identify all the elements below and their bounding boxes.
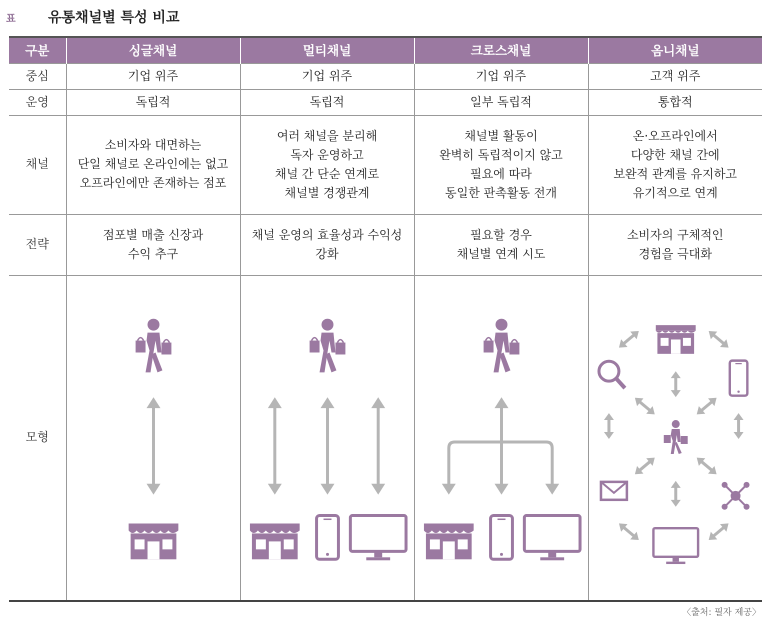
arrow-icon xyxy=(705,327,731,351)
arrow-icon xyxy=(615,327,641,351)
column-header-multi: 멀티채널 xyxy=(240,37,414,63)
arrow-icon xyxy=(670,371,680,397)
arrow-icon xyxy=(733,413,743,439)
arrow-icon xyxy=(631,454,657,478)
mail-icon xyxy=(600,482,626,500)
model-cell-cross xyxy=(414,275,588,601)
search-icon xyxy=(598,361,624,388)
table-cell: 기업 위주 xyxy=(240,63,414,89)
table-row xyxy=(9,275,762,601)
column-header-cross: 크로스채널 xyxy=(414,37,588,63)
title-row xyxy=(6,6,179,28)
model-cell-omni xyxy=(588,275,762,601)
table-cell: 고객 위주 xyxy=(588,63,762,89)
cell-line: 점포별 매출 신장과 xyxy=(102,227,204,242)
smartphone-icon xyxy=(490,515,512,559)
store-icon xyxy=(655,325,695,354)
row-label-channel: 채널 xyxy=(9,115,66,214)
cell-line: 경험을 극대화 xyxy=(638,246,712,261)
cell-line: 수익 추구 xyxy=(127,246,179,261)
multi-channel-diagram xyxy=(241,276,414,600)
omni-channel-diagram xyxy=(589,276,763,600)
column-header-omni: 옴니채널 xyxy=(588,37,762,63)
source-note: 〈출처: 필자 제공〉 xyxy=(682,608,761,618)
cell-line: 여러 채널을 분리해 xyxy=(276,128,378,143)
model-cell-multi xyxy=(240,275,414,601)
shopper-icon xyxy=(663,420,687,454)
arrow-icon xyxy=(631,394,657,418)
table-cell xyxy=(414,214,588,275)
arrow-icon xyxy=(603,413,613,439)
table-row xyxy=(9,63,762,89)
table-label: 표 xyxy=(6,13,16,25)
cell-line: 동일한 판촉활동 전개 xyxy=(445,185,557,200)
smartphone-icon xyxy=(729,360,747,395)
cell-line: 채널별 연계 시도 xyxy=(456,246,546,261)
table-row xyxy=(9,214,762,275)
table-cell xyxy=(240,214,414,275)
table-cell xyxy=(66,214,240,275)
cell-line: 단일 채널로 온라인에는 없고 xyxy=(77,157,229,171)
cell-line: 채널 운영의 효율성과 수익성 xyxy=(251,227,403,242)
arrow-icon xyxy=(371,397,385,494)
cell-line: 독자 운영하고 xyxy=(290,147,364,162)
monitor-icon xyxy=(350,515,406,560)
shopper-icon xyxy=(483,318,519,372)
monitor-icon xyxy=(653,528,698,564)
table-cell: 기업 위주 xyxy=(414,63,588,89)
cell-line: 온·오프라인에서 xyxy=(632,128,718,143)
cell-line: 소비자와 대면하는 xyxy=(104,138,202,152)
comparison-table xyxy=(9,36,762,602)
table-row xyxy=(9,115,762,214)
table-cell xyxy=(66,115,240,214)
column-header-category: 구분 xyxy=(9,37,66,63)
arrow-icon xyxy=(494,397,508,494)
store-icon xyxy=(249,523,299,559)
cell-line: 다양한 채널 간에 xyxy=(630,147,720,162)
store-icon xyxy=(423,523,473,559)
arrow-icon xyxy=(705,519,731,543)
cell-line: 필요에 따라 xyxy=(470,166,532,181)
row-label-center: 중심 xyxy=(9,63,66,89)
network-icon xyxy=(721,482,749,510)
table-cell xyxy=(588,115,762,214)
header-row xyxy=(9,37,762,63)
cell-line: 오프라인에만 존재하는 점포 xyxy=(79,176,227,190)
page-title: 유통채널별 특성 비교 xyxy=(48,10,180,26)
cell-line: 채널별 활동이 xyxy=(464,128,538,143)
cell-line: 채널 간 단순 연계로 xyxy=(274,166,380,181)
cell-line: 유기적으로 연계 xyxy=(632,185,718,200)
table-cell: 독립적 xyxy=(66,89,240,115)
column-header-single: 싱글채널 xyxy=(66,37,240,63)
monitor-icon xyxy=(524,515,580,560)
arrow-icon xyxy=(693,454,719,478)
store-icon xyxy=(128,523,178,559)
row-label-strategy: 전략 xyxy=(9,214,66,275)
arrow-icon xyxy=(670,481,680,507)
cell-line: 필요할 경우 xyxy=(470,227,532,242)
cell-line: 채널별 경쟁관계 xyxy=(284,185,370,200)
table-cell: 독립적 xyxy=(240,89,414,115)
model-cell-single xyxy=(66,275,240,601)
arrow-icon xyxy=(267,397,281,494)
cell-line: 강화 xyxy=(315,246,339,261)
table-cell xyxy=(414,115,588,214)
single-channel-diagram xyxy=(67,276,240,600)
table-row xyxy=(9,89,762,115)
table-cell: 일부 독립적 xyxy=(414,89,588,115)
table-cell xyxy=(588,214,762,275)
table-cell xyxy=(240,115,414,214)
row-label-model: 모형 xyxy=(9,275,66,601)
smartphone-icon xyxy=(316,515,338,559)
arrow-icon xyxy=(320,397,334,494)
table-cell: 통합적 xyxy=(588,89,762,115)
shopper-icon xyxy=(309,318,345,372)
row-label-operation: 운영 xyxy=(9,89,66,115)
arrow-icon xyxy=(146,397,160,494)
arrow-icon xyxy=(693,394,719,418)
cell-line: 소비자의 구체적인 xyxy=(626,227,724,242)
shopper-icon xyxy=(135,318,171,372)
table-cell: 기업 위주 xyxy=(66,63,240,89)
cell-line: 완벽히 독립적이지 않고 xyxy=(439,147,563,162)
cell-line: 보완적 관계를 유지하고 xyxy=(613,166,738,181)
cross-channel-diagram xyxy=(415,276,588,600)
arrow-icon xyxy=(615,519,641,543)
